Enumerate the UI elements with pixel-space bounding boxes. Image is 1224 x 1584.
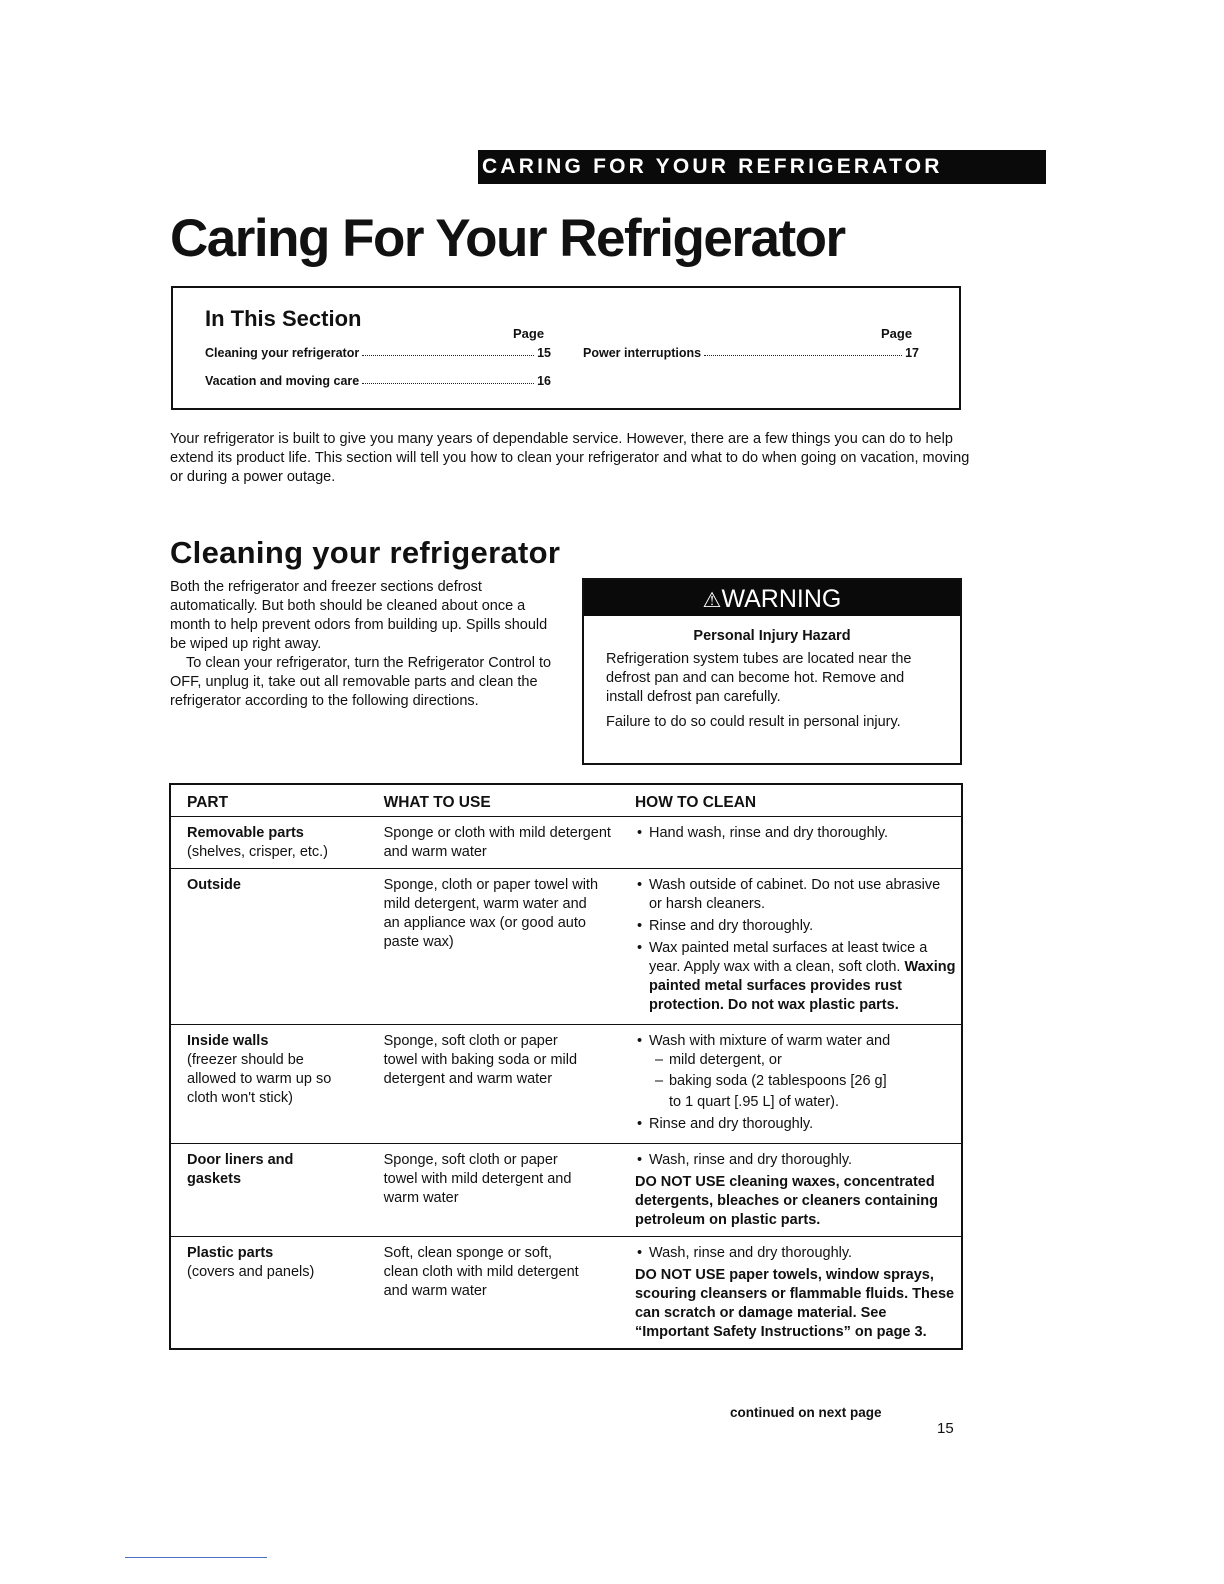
toc-entry-page: 15 [537, 346, 551, 360]
toc-page-label-right: Page [881, 326, 913, 341]
how-to-clean-cell [619, 817, 962, 869]
cleaning-table [169, 783, 963, 1350]
toc-entry-page: 16 [537, 374, 551, 388]
part-note: (freezer should be allowed to warm up so cloth won't stick) [187, 1052, 332, 1106]
instruction-emphasis: Waxing painted metal surfaces provides rust protection. Do not wax plastic parts. [648, 959, 956, 1013]
toc-entry[interactable] [205, 346, 551, 360]
toc-entry-label: Power interruptions [583, 346, 702, 360]
toc-entry[interactable] [205, 374, 551, 388]
warning-box [582, 578, 962, 765]
how-to-clean-cell [619, 1025, 962, 1144]
how-to-clean-cell [619, 1144, 962, 1237]
page-number: 15 [937, 1420, 954, 1437]
instruction-item: • Wash outside of cabinet. Do not use abrasive or harsh cleaners. [635, 876, 957, 914]
part-note: (covers and panels) [187, 1264, 315, 1280]
section-title: Cleaning your refrigerator [170, 535, 561, 570]
warning-text [606, 650, 944, 738]
warning-triangle-icon: ⚠ [702, 589, 722, 612]
what-to-use-cell: Sponge, cloth or paper towel with mild detergent, warm water and an appliance wax (or good auto paste wax) [368, 869, 619, 1025]
toc-heading: In This Section [205, 306, 362, 331]
instruction-item: • Hand wash, rinse and dry thoroughly. [635, 824, 957, 843]
toc-leader [362, 346, 534, 356]
part-cell [170, 1237, 368, 1350]
column-header-how-to-clean: HOW TO CLEAN [619, 784, 962, 817]
toc-leader [704, 346, 902, 356]
part-name: Plastic parts [187, 1245, 274, 1261]
part-cell [170, 1144, 368, 1237]
table-row [170, 869, 962, 1025]
instruction-warning: DO NOT USE paper towels, window sprays, scouring cleansers or flammable fluids. These can scratch or damage material. See “Important Safety Instructions” on page 3. [634, 1267, 955, 1340]
instruction-warning: DO NOT USE cleaning waxes, concentrated detergents, bleaches or cleaners containing petroleum on plastic parts. [634, 1174, 938, 1228]
warning-header [584, 580, 960, 616]
warning-label: WARNING [721, 585, 842, 613]
toc-page-label-left: Page [513, 326, 545, 341]
cleaning-body [170, 578, 555, 711]
instruction-item: • Wash, rinse and dry thoroughly. [635, 1151, 957, 1170]
in-this-section-box [171, 286, 961, 410]
table-row [170, 1144, 962, 1237]
what-to-use-cell: Sponge or cloth with mild detergent and warm water [368, 817, 619, 869]
cleaning-paragraph-1: Both the refrigerator and freezer sections defrost automatically. But both should be cleaned about once a month to help prevent odors from building up. Spills should be wiped up right away. [170, 579, 548, 652]
instruction-subitem: to 1 quart [.95 L] of water). [668, 1094, 840, 1110]
instruction-item [635, 1032, 957, 1112]
column-header-part: PART [170, 784, 368, 817]
instruction-text: Wash with mixture of warm water and [648, 1033, 891, 1049]
footer-rule [125, 1557, 267, 1558]
part-cell [170, 1025, 368, 1144]
instruction-item: • Rinse and dry thoroughly. [635, 917, 957, 936]
toc-entry[interactable] [583, 346, 919, 360]
continued-note: continued on next page [730, 1405, 882, 1420]
part-cell [170, 817, 368, 869]
instruction-text: Wax painted metal surfaces at least twice a year. Apply wax with a clean, soft cloth. [648, 940, 928, 975]
toc-leader [362, 374, 534, 384]
warning-text-2: Failure to do so could result in personal injury. [606, 714, 901, 730]
instruction-item: • Rinse and dry thoroughly. [635, 1115, 957, 1134]
toc-entry-label: Cleaning your refrigerator [205, 346, 360, 360]
what-to-use-cell: Sponge, soft cloth or paper towel with mild detergent and warm water [368, 1144, 619, 1237]
part-name: Outside [187, 877, 241, 893]
what-to-use-cell: Sponge, soft cloth or paper towel with baking soda or mild detergent and warm water [368, 1025, 619, 1144]
table-row [170, 1025, 962, 1144]
part-name: Door liners and gaskets [187, 1152, 294, 1187]
instruction-item [635, 939, 957, 1015]
page-title: Caring For Your Refrigerator [170, 209, 845, 268]
part-name: Removable parts [187, 825, 304, 841]
instruction-subitem: – mild detergent, or [655, 1051, 957, 1070]
table-header-row [170, 784, 962, 817]
what-to-use-cell: Soft, clean sponge or soft, clean cloth with mild detergent and warm water [383, 1245, 579, 1299]
warning-text-1: Refrigeration system tubes are located near the defrost pan and can become hot. Remove and install defrost pan carefully. [606, 651, 912, 705]
part-note: (shelves, crisper, etc.) [187, 844, 329, 860]
instruction-subitem: – baking soda (2 tablespoons [26 g] [655, 1072, 957, 1091]
part-cell [170, 869, 368, 1025]
part-name: Inside walls [187, 1033, 269, 1049]
toc-entry-page: 17 [905, 346, 919, 360]
warning-subtitle: Personal Injury Hazard [693, 628, 851, 644]
table-row [170, 817, 962, 869]
instruction-item: • Wash, rinse and dry thoroughly. [635, 1244, 957, 1263]
how-to-clean-cell [619, 1237, 962, 1350]
table-row [170, 1237, 962, 1350]
section-banner: CARING FOR YOUR REFRIGERATOR [478, 150, 1046, 184]
intro-paragraph: Your refrigerator is built to give you many years of dependable service. However, there are a few things you can do to help extend its product life. This section will tell you how to clean your refrigerator and what to do when going on vacation, moving or during a power outage. [170, 431, 970, 485]
toc-entry-label: Vacation and moving care [205, 374, 360, 388]
how-to-clean-cell [619, 869, 962, 1025]
cleaning-paragraph-2: To clean your refrigerator, turn the Refrigerator Control to OFF, unplug it, take out all removable parts and clean the refrigerator according to the following directions. [170, 655, 552, 709]
column-header-what-to-use: WHAT TO USE [368, 784, 619, 817]
